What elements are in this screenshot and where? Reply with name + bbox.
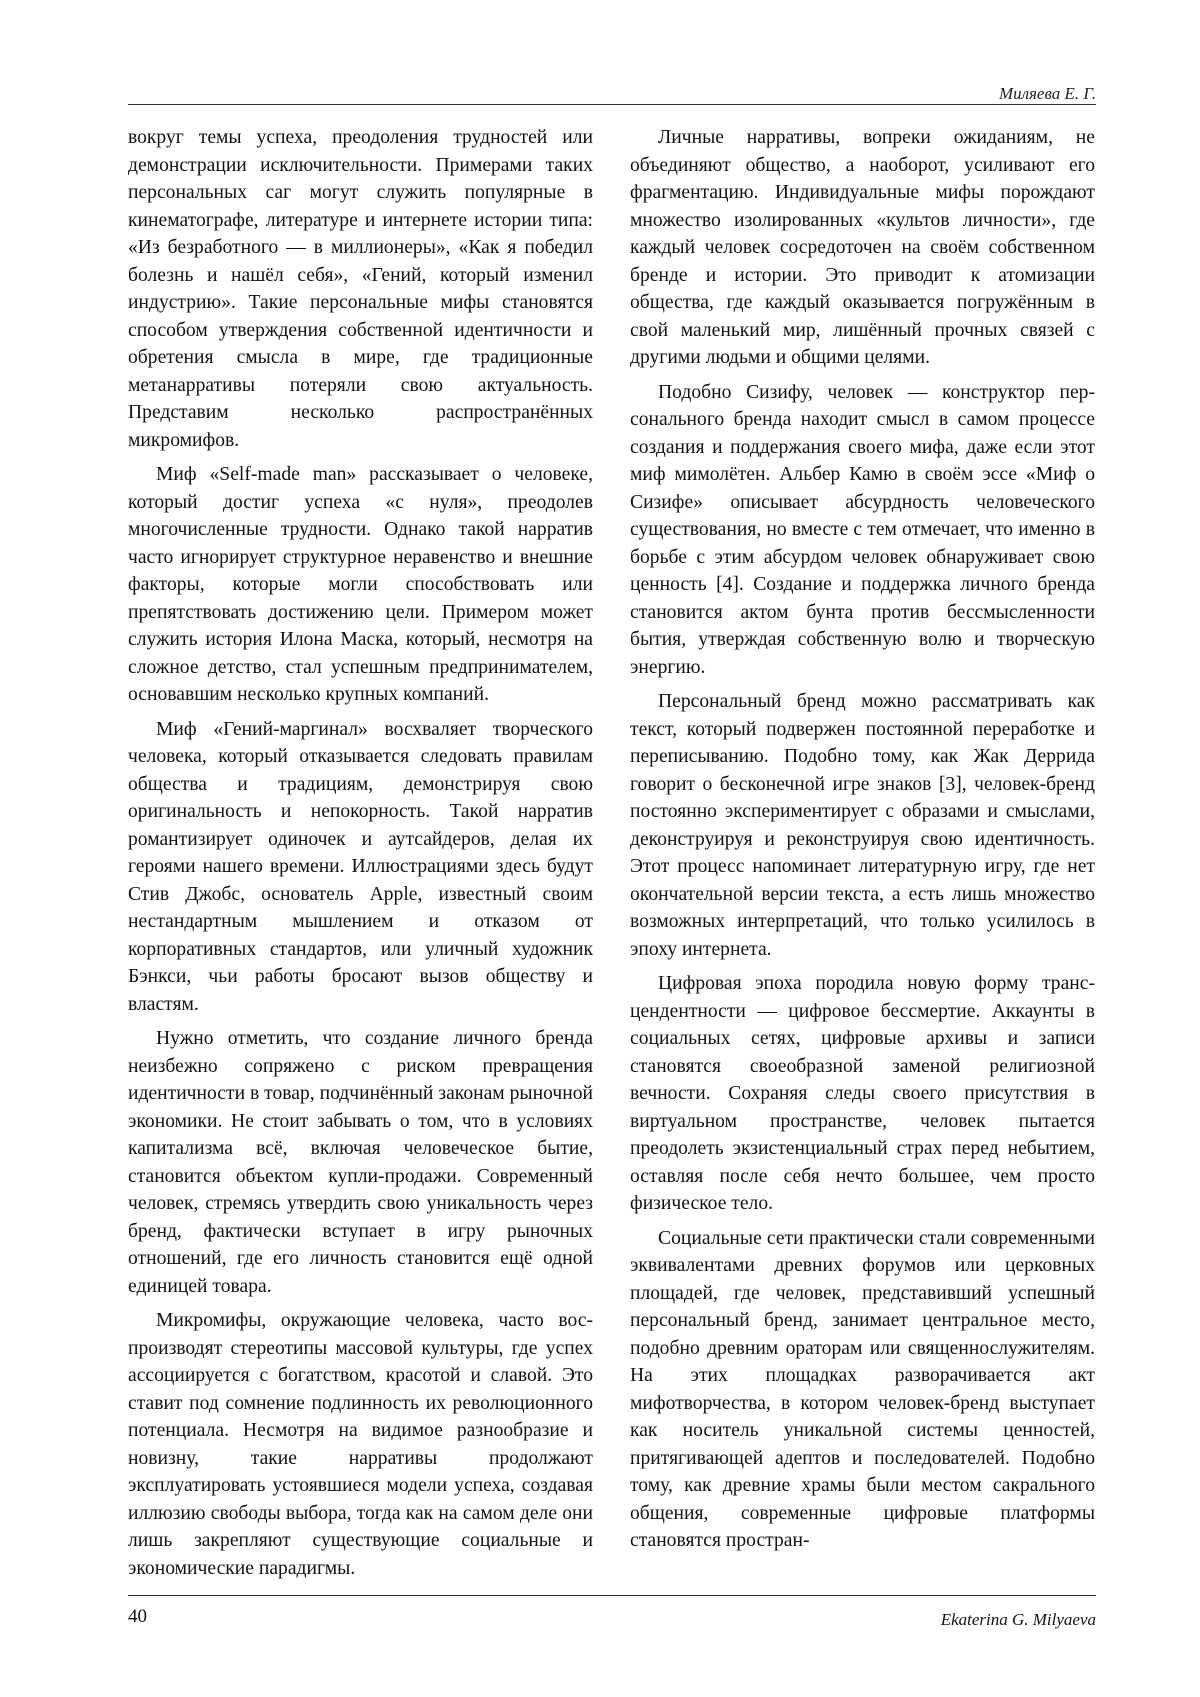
- paragraph: Подобно Сизифу, человек — конструктор персонального бренда находит смысл в самом процессе создания и поддержания своего мифа, даже если этот миф мимолётен. Альбер Камю в своём эссе «Миф о Сизифе» описывает абсурдность человеческого существования, но вместе с тем отмечает, что именно в борьбе с этим абсурдом человек обнаруживает свою ценность [4]. Создание и поддержка личного бренда становится актом бунта против бессмысленности бытия, утверждая собственную волю и творческую энергию.: [630, 381, 1095, 678]
- paragraph: Нужно отметить, что создание личного бренда неизбежно сопряжено с риском превращения идентичности в товар, подчинённый законам рыночной экономики. Не стоит забывать о том, что в условиях капитализма всё, включая человеческое бытие, становится объектом купли-продажи. Современный человек, стремясь утвердить свою уникальность через бренд, фактически вступает в игру рыночных отношений, где его личность становится ещё одной единицей товара.: [128, 1028, 593, 1297]
- right-column: [630, 124, 1095, 1562]
- paragraph: Цифровая эпоха породила новую форму трансцендентности — цифровое бессмертие. Аккаунты в социальных сетях, цифровые архивы и записи становятся своеобразной заменой религиозной вечности. Сохраняя следы своего присутствия в виртуальном пространстве, человек пытается преодолеть экзистенциальный страх перед небытием, оставляя после себя нечто большее, чем просто физическое тело.: [630, 973, 1095, 1214]
- paragraph: Микромифы, окружающие человека, часто воспроизводят стереотипы массовой культуры, где успех ассоциируется с богатством, красотой и славой. Это ставит под сомнение подлинность их революционного потенциала. Несмотря на видимое разнообразие и новизну, такие нарративы продолжают эксплуатировать устоявшиеся модели успеха, создавая иллюзию свободы выбора, тогда как на самом деле они лишь закрепляют существующие социальные и экономические парадигмы.: [128, 1310, 593, 1579]
- paragraph: Личные нарративы, вопреки ожиданиям, не объединяют общество, а наоборот, усиливают его фрагментацию. Индивидуальные мифы порождают множество изолированных «культов личности», где каждый человек сосредоточен на своём собственном бренде и истории. Это приводит к атомизации общества, где каждый оказывается погружённым в свой маленький мир, лишённый прочных связей с другими людьми и общими целями.: [630, 127, 1095, 368]
- paragraph: вокруг темы успеха, преодоления трудностей или демонстрации исключительности. Примерами таких персональных саг могут служить популярные в кинематографе, литературе и интернете истории типа: «Из безработного — в миллионеры», «Как я победил болезнь и нашёл себя», «Гений, который изменил индустрию». Такие персональные мифы становятся способом утверждения собственной идентичности и обретения смысла в мире, где традиционные метанарративы потеряли свою актуальность. Представим несколько распространённых микромифов.: [128, 127, 593, 451]
- left-column: [128, 124, 593, 1589]
- paragraph: Персональный бренд можно рассматривать как текст, который подвержен постоянной переработке и переписыванию. Подобно тому, как Жак Деррида говорит о бесконечной игре знаков [3], человек-бренд постоянно экспериментирует с образами и смыслами, деконструируя и реконструируя свою идентичность. Этот процесс напоминает литературную игру, где нет окончательной версии текста, а есть лишь множество возможных интерпретаций, что только усилилось в эпоху интернета.: [630, 691, 1095, 960]
- header-rule: [128, 104, 1096, 105]
- page-number: 40: [128, 1606, 147, 1627]
- paragraph: Социальные сети практически стали современными эквивалентами древних форумов или церковных площадей, где человек, представивший успешный персональный бренд, занимает центральное место, подобно древним ораторам или священнослужителям. На этих площадках разворачивается акт мифотворчества, в котором человек-бренд выступает как носитель уникальной системы ценностей, притягивающей адептов и последователей. Подобно тому, как древние храмы были местом сакрального общения, современные цифровые платформы становятся простран-: [630, 1227, 1095, 1551]
- footer-rule: [128, 1595, 1096, 1596]
- paragraph: Миф «Гений-маргинал» восхваляет творческого человека, который отказывается следовать правилам общества и традициям, демонстрируя свою оригинальность и непокорность. Такой нарратив романтизирует одиночек и аутсайдеров, делая их героями нашего времени. Иллюстрациями здесь будут Стив Джобс, основатель Apple, известный своим нестандартным мышлением и отказом от корпоративных стандартов, или уличный художник Бэнкси, чьи работы бросают вызов обществу и властям.: [128, 718, 593, 1015]
- running-header-author: Миляева Е. Г.: [998, 84, 1096, 103]
- paragraph: Миф «Self-made man» рассказывает о человеке, который достиг успеха «с нуля», преодолев многочисленные трудности. Однако такой нарратив часто игнорирует структурное неравенство и внешние факторы, которые могли способствовать или препятствовать достижению цели. Примером может служить история Илона Маска, который, несмотря на сложное детство, стал успешным предпринимателем, основавшим несколько крупных компаний.: [128, 464, 593, 705]
- running-footer-author: Ekaterina G. Milyaeva: [940, 1610, 1096, 1629]
